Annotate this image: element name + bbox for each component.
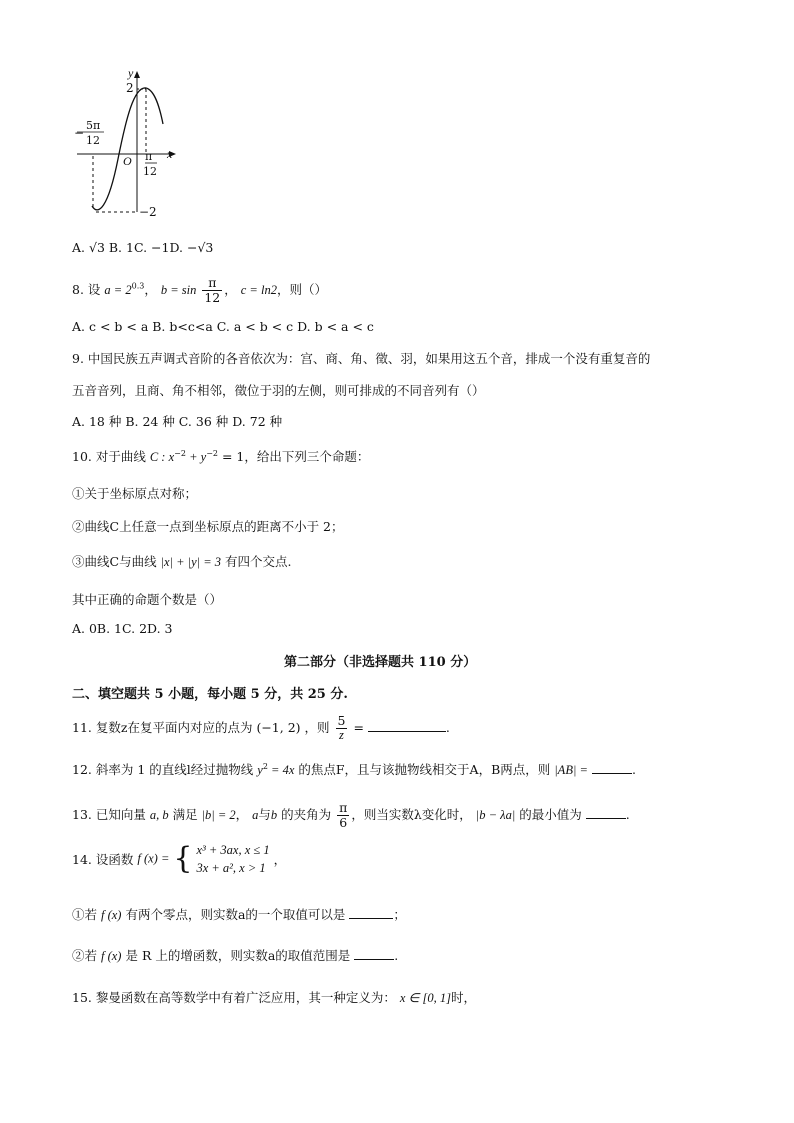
q8-prefix: 设 [87,281,101,297]
q15-text-a: 15. 黎曼函数在高等数学中有着广泛应用，其一种定义为： [72,990,396,1005]
q14-case1: x³ + 3ax, x ≤ 1 [196,843,270,857]
sine-curve [92,88,163,210]
q14-item1-b: f (x) [101,908,122,922]
q12-text-b: 的焦点F，且与该抛物线相交于A，B两点，则 [298,762,551,777]
q9-line1: 9. 中国民族五声调式音阶的各音依次为：宫、商、角、徵、羽，如果用这五个音，排成一个没有重复音的 [72,351,651,366]
q10-curve: C : x [149,450,175,464]
q14-item2-end: . [394,948,399,963]
q10-eq: = 1 [217,449,245,464]
q13-b: b [270,807,278,822]
q14-item2-b: f (x) [101,949,122,963]
q9-options: A. 18 种 B. 24 种 C. 36 种 D. 72 种 [72,414,283,429]
q13-angle-fraction [337,801,349,830]
q8-b-denominator: 12 [204,289,221,305]
left-sign: − [74,126,85,140]
left-tick-numerator: 5π [86,119,101,132]
q10-item3-c: 有四个交点. [225,554,292,569]
q7-options: A. √3 B. 1C. −1D. −√3 [72,240,214,255]
q10-stem [72,447,369,465]
q8-c-expr: c = ln2 [240,282,277,297]
q12-text-a: 12. 斜率为 1 的直线l经过抛物线 [72,762,254,777]
q14-item1-a: ①若 [72,907,98,922]
q14-item1-c: 有两个零点，则实数a的一个取值可以是 [125,907,346,922]
q12-parab: y [257,763,263,777]
q13-expr: |b − λa| [475,807,516,822]
q8-b-expr: b = sin [160,282,197,297]
q10-stem-prefix: 10. 对于曲线 [72,449,146,464]
q14-end: ， [273,852,287,868]
q13 [72,801,630,830]
q15-text-b: 时， [451,990,477,1005]
q11 [72,714,450,743]
q12-end: . [631,762,636,777]
q14-text-a: 14. 设函数 [72,852,134,868]
x-axis-label: x [167,147,173,161]
y-axis-label: y [128,66,134,80]
q10-item2: ②曲线C上任意一点到坐标原点的距离不小于 2； [72,519,344,534]
q11-numerator: 5 [337,713,346,728]
q12-parab-rhs: = 4x [267,763,295,777]
bottom-value-label: −2 [139,205,157,219]
q15-expr: x ∈ [0, 1] [399,991,452,1005]
graph-svg [60,64,190,224]
q11-point: (−1, 2) [256,719,301,735]
q14-item1 [72,905,406,923]
q11-answer-blank[interactable] [368,719,446,732]
q11-denominator: z [339,727,344,742]
q10-options: A. 0B. 1C. 2D. 3 [72,621,173,636]
q8-a-expr: a = 2 [104,282,132,297]
q9-line2: 五音音列，且商、角不相邻，徵位于羽的左侧，则可排成的不同音列有（） [72,383,485,398]
q13-text-g: 的最小值为 [519,806,582,822]
q11-text-a: 11. 复数z在复平面内对应的点为 [72,719,253,735]
q14-fx: f (x) = [137,851,170,866]
q13-a: a [252,807,259,822]
q14-item1-end: ； [393,907,406,922]
q13-vecs: a, b [149,807,169,822]
q14-item1-blank[interactable] [349,906,393,919]
q11-fraction [336,714,348,743]
top-value-label: 2 [126,81,134,95]
q8-stem: 8. 设 $a = 2^{0.3}$， b = sin $\frac{\pi}{12}$ ， c = ln2，则（） [72,275,327,305]
q8-options: A. c < b < a B. b<c<a C. a < b < c D. b < a < c [72,319,374,334]
q8-a-exponent: 0.3 [131,281,145,291]
q11-text-b: ，则 [304,719,330,735]
q8-number: 8. [72,281,84,297]
q13-angle-denominator: 6 [339,814,348,830]
q15 [72,988,476,1006]
right-tick-denominator: 12 [143,165,157,178]
q10-exp1: −2 [174,448,186,458]
origin-label: O [123,154,132,168]
right-tick-numerator: π [145,150,153,163]
q13-text-d: 与 [258,806,271,822]
q14-brace: { [173,841,193,877]
function-graph [60,64,190,224]
q12-parab-exp: 2 [262,761,268,771]
q10-item3 [72,552,292,570]
q13-text-c: ， [235,806,249,822]
q13-end: . [625,806,630,822]
q8-b-fraction [202,276,222,305]
q13-text-a: 13. 已知向量 [72,806,146,822]
q14-case2: 3x + a², x > 1 [196,861,266,876]
q13-angle-numerator: π [339,800,348,815]
q14-cases [196,841,269,877]
q13-text-e: 的夹角为 [281,806,332,822]
part2-title: 第二部分（非选择题共 110 分） [284,655,477,670]
left-tick-denominator: 12 [86,134,100,147]
q10-stem-suffix: ，给出下列三个命题： [244,449,370,464]
q8-suffix: ，则（） [276,281,327,297]
q14-item2 [72,946,398,964]
q11-end: . [445,719,450,735]
q10-item1: ①关于坐标原点对称； [72,486,198,501]
q10-mid: + y [185,450,207,464]
q11-eq: = [353,719,364,735]
y-axis-arrow [134,71,140,78]
q14-item2-blank[interactable] [354,947,394,960]
q8-b-numerator: π [202,276,222,291]
q12-abs: |AB| = [554,763,588,777]
section-title: 二、填空题共 5 小题，每小题 5 分，共 25 分. [72,687,348,702]
q14 [72,841,286,877]
q12 [72,760,636,778]
q12-answer-blank[interactable] [592,761,632,774]
q13-cond: |b| = 2 [201,807,236,822]
q14-item2-c: 是 R 上的增函数，则实数a的取值范围是 [125,948,351,963]
q13-text-b: 满足 [172,806,198,822]
q14-item2-a: ②若 [72,948,98,963]
q10-item3-curve: |x| + |y| = 3 [160,555,222,569]
q13-answer-blank[interactable] [586,806,626,819]
q10-question: 其中正确的命题个数是（） [72,592,223,607]
q13-text-f: ，则当实数λ变化时， [351,806,472,822]
q10-item3-a: ③曲线C与曲线 [72,554,157,569]
q10-exp2: −2 [206,448,218,458]
